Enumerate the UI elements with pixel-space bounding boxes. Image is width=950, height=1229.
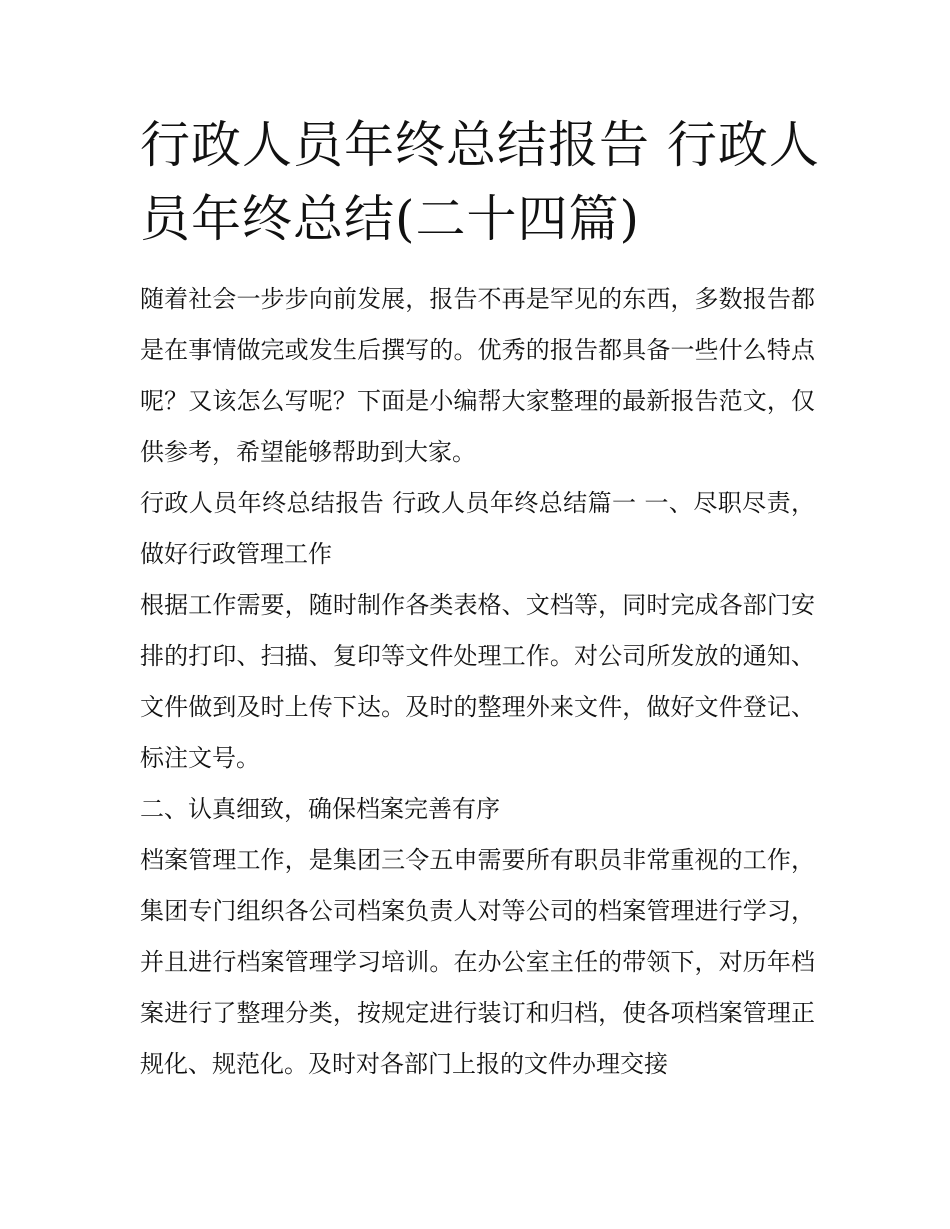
paragraph-intro: 随着社会一步步向前发展，报告不再是罕见的东西，多数报告都是在事情做完或发生后撰写的。优秀的报告都具备一些什么特点呢？又该怎么写呢？下面是小编帮大家整理的最新报告范文，仅供参考，希望能够帮助到大家。 xyxy=(140,285,815,466)
paragraph-archive-work: 档案管理工作，是集团三令五申需要所有职员非常重视的工作，集团专门组织各公司档案负责人对等公司的档案管理进行学习，并且进行档案管理学习培训。在办公室主任的带领下，对历年档案进行了整理分类，按规定进行装订和归档，使各项档案管理正规化、规范化。及时对各部门上报的文件办理交接 xyxy=(140,846,815,1078)
paragraph-admin-work: 根据工作需要，随时制作各类表格、文档等，同时完成各部门安排的打印、扫描、复印等文件处理工作。对公司所发放的通知、文件做到及时上传下达。及时的整理外来文件，做好文件登记、标注文号。 xyxy=(140,591,815,772)
document-title: 行政人员年终总结报告 行政人员年终总结(二十四篇) xyxy=(140,116,820,248)
paragraph-heading-one: 行政人员年终总结报告 行政人员年终总结篇一 一、尽职尽责，做好行政管理工作 xyxy=(140,489,815,568)
document-body xyxy=(140,274,815,1090)
paragraph-heading-two: 二、认真细致，确保档案完善有序 xyxy=(140,795,500,823)
